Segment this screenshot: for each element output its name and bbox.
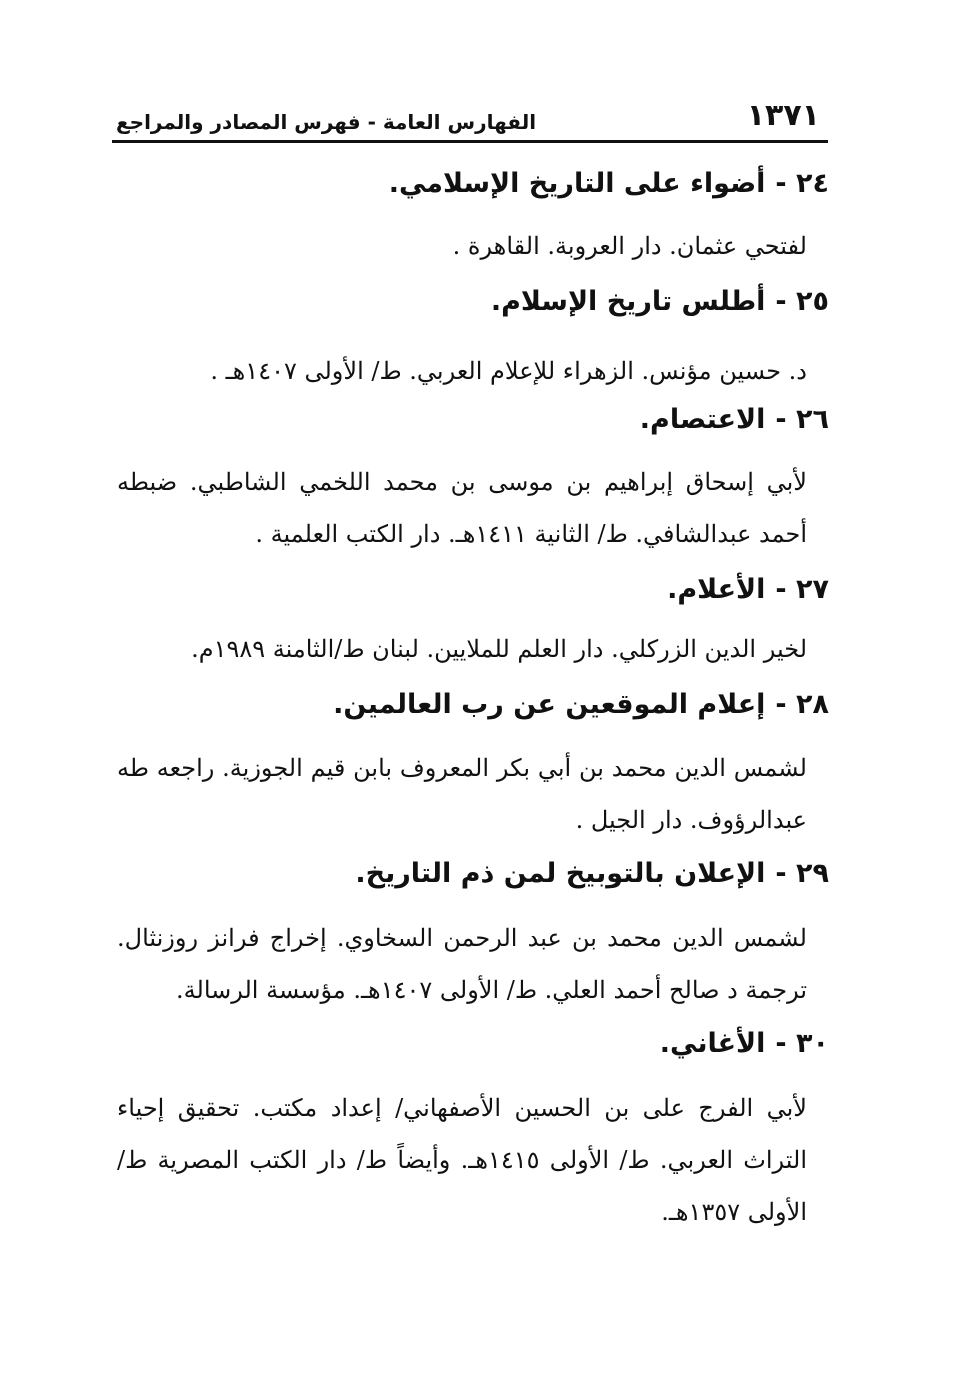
- entry-title-text: إعلام الموقعين عن رب العالمين.: [333, 689, 766, 720]
- entry-title: [667, 570, 829, 610]
- entry-title: [491, 282, 829, 322]
- running-title: الفهارس العامة - فهرس المصادر والمراجع: [116, 110, 537, 134]
- entry-title-text: الاعتصام.: [639, 404, 766, 435]
- entry-title: [660, 1024, 829, 1064]
- entry-title-text: أطلس تاريخ الإسلام.: [490, 286, 766, 317]
- entry-title-text: الإعلان بالتوبيخ لمن ذم التاريخ.: [355, 858, 766, 889]
- entry-body: لأبي الفرج على بن الحسين الأصفهاني/ إعداد مكتب. تحقيق إحياء التراث العربي. ط/ الأولى ١٤١٥هـ. وأيضاً ط/ دار الكتب المصرية ط/ الأولى ١٣٥٧هـ.: [117, 1094, 807, 1226]
- page-header: [112, 96, 828, 143]
- page-number: ١٣٧١: [746, 98, 820, 133]
- entry-title: [640, 400, 829, 440]
- entry-body: لشمس الدين محمد بن أبي بكر المعروف بابن قيم الجوزية. راجعه طه عبدالرؤوف. دار الجيل .: [117, 754, 807, 834]
- entry-title: [389, 164, 829, 204]
- entry-number: ٢٧ -: [775, 574, 829, 605]
- entry-title-text: أضواء على التاريخ الإسلامي.: [388, 168, 766, 199]
- entry-body: د. حسين مؤنس. الزهراء للإعلام العربي. ط/ الأولى ١٤٠٧هـ .: [210, 357, 807, 385]
- entry-title: [333, 685, 829, 725]
- entry-number: ٢٩ -: [775, 858, 829, 889]
- entry-body: لفتحي عثمان. دار العروبة. القاهرة .: [452, 232, 807, 260]
- entry-number: ٢٦ -: [775, 404, 829, 435]
- entry-body: لخير الدين الزركلي. دار العلم للملايين. لبنان ط/الثامنة ١٩٨٩م.: [191, 635, 807, 663]
- entry-number: ٢٤ -: [775, 168, 829, 199]
- entry-title-text: الأغاني.: [659, 1028, 766, 1059]
- entry-body: لأبي إسحاق إبراهيم بن موسى بن محمد اللخمي الشاطبي. ضبطه أحمد عبدالشافي. ط/ الثانية ١٤١١هـ. دار الكتب العلمية .: [117, 468, 807, 548]
- entry-number: ٢٨ -: [775, 689, 829, 720]
- entry-number: ٣٠ -: [775, 1028, 829, 1059]
- entry-body: لشمس الدين محمد بن عبد الرحمن السخاوي. إخراج فرانز روزنثال. ترجمة د صالح أحمد العلي. ط/ الأولى ١٤٠٧هـ. مؤسسة الرسالة.: [117, 924, 807, 1004]
- entry-number: ٢٥ -: [775, 286, 829, 317]
- entry-title-text: الأعلام.: [667, 574, 766, 605]
- entry-title: [355, 854, 829, 894]
